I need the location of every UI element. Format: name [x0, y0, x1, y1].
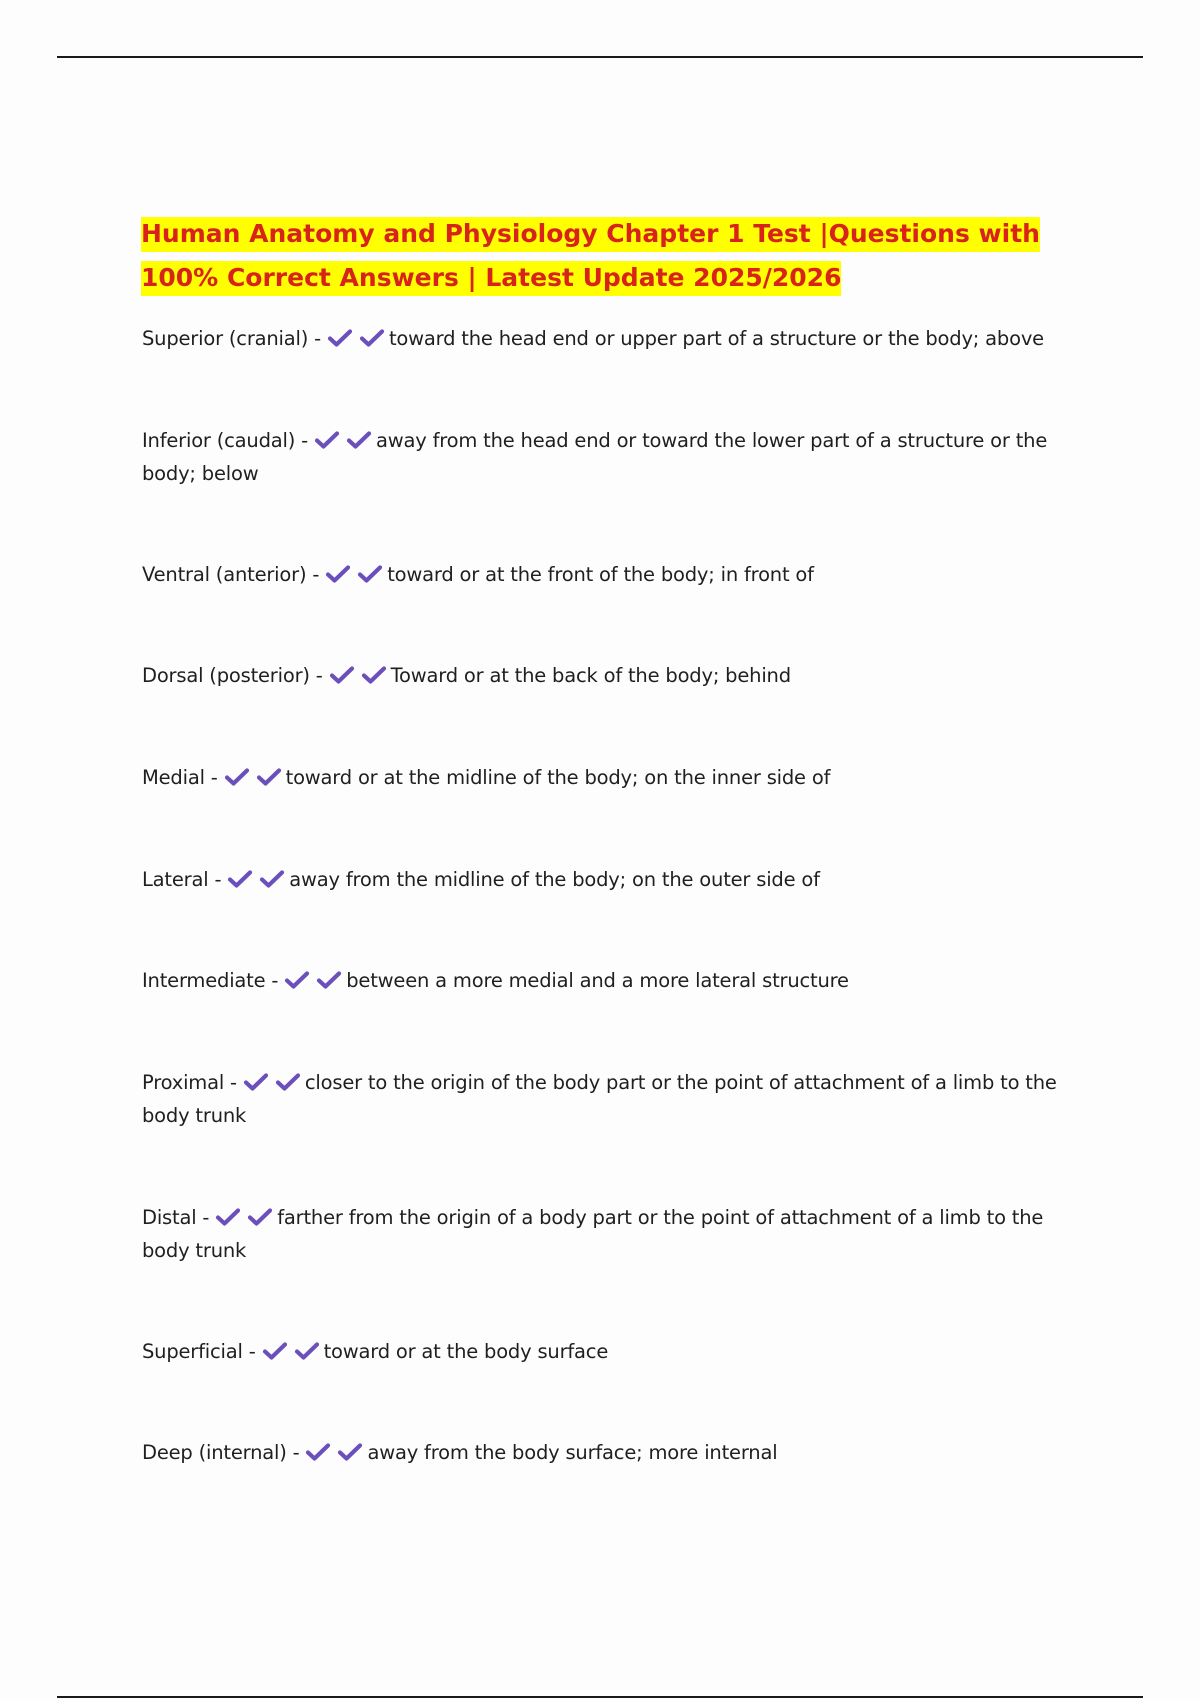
checkmark-icon	[243, 1072, 269, 1092]
term-label: Deep (internal) -	[142, 1441, 306, 1464]
term-definition: toward or at the body surface	[323, 1340, 609, 1363]
term-entry	[142, 1066, 1072, 1132]
term-definition: closer to the origin of the body part or the point of attachment of a limb to the body trunk	[142, 1071, 1057, 1127]
checkmark-icon	[247, 1207, 273, 1227]
term-definition: away from the head end or toward the lower part of a structure or the body; below	[142, 429, 1048, 485]
footer-rule	[57, 1696, 1143, 1698]
checkmark-icon	[329, 665, 355, 685]
term-definition: away from the body surface; more internal	[367, 1441, 778, 1464]
term-definition: farther from the origin of a body part or the point of attachment of a limb to the body trunk	[142, 1206, 1044, 1262]
term-label: Dorsal (posterior) -	[142, 664, 329, 687]
term-label: Lateral -	[142, 868, 228, 891]
term-label: Distal -	[142, 1206, 216, 1229]
term-entry	[142, 863, 1072, 896]
term-entry	[142, 659, 1072, 692]
document-title	[141, 212, 1101, 300]
checkmark-icon	[316, 970, 342, 990]
checkmark-icon	[357, 564, 383, 584]
term-label: Intermediate -	[142, 969, 285, 992]
checkmark-icon	[294, 1341, 320, 1361]
checkmark-icon	[227, 869, 253, 889]
term-definition: toward or at the front of the body; in front of	[387, 563, 814, 586]
checkmark-icon	[325, 564, 351, 584]
term-entry	[142, 1436, 1072, 1469]
term-entry	[142, 1201, 1072, 1267]
term-entry	[142, 424, 1072, 490]
term-entry	[142, 761, 1072, 794]
checkmark-icon	[275, 1072, 301, 1092]
term-label: Ventral (anterior) -	[142, 563, 326, 586]
checkmark-icon	[215, 1207, 241, 1227]
checkmark-icon	[262, 1341, 288, 1361]
checkmark-icon	[259, 869, 285, 889]
term-definition: between a more medial and a more lateral structure	[346, 969, 849, 992]
term-definition: toward the head end or upper part of a structure or the body; above	[388, 327, 1044, 350]
checkmark-icon	[337, 1442, 363, 1462]
term-label: Proximal -	[142, 1071, 243, 1094]
term-label: Superficial -	[142, 1340, 262, 1363]
checkmark-icon	[305, 1442, 331, 1462]
term-entry	[142, 558, 1072, 591]
checkmark-icon	[327, 328, 353, 348]
checkmark-icon	[224, 767, 250, 787]
document-title-text: Human Anatomy and Physiology Chapter 1 Test |Questions with 100% Correct Answers | Latest Update 2025/2026	[141, 217, 1040, 296]
checkmark-icon	[361, 665, 387, 685]
header-rule	[57, 56, 1143, 58]
term-entry	[142, 322, 1072, 355]
checkmark-icon	[346, 430, 372, 450]
checkmark-icon	[256, 767, 282, 787]
term-label: Superior (cranial) -	[142, 327, 327, 350]
term-label: Inferior (caudal) -	[142, 429, 314, 452]
term-definition: away from the midline of the body; on the outer side of	[289, 868, 820, 891]
checkmark-icon	[284, 970, 310, 990]
term-label: Medial -	[142, 766, 224, 789]
checkmark-icon	[314, 430, 340, 450]
term-entry	[142, 1335, 1072, 1368]
term-definition: Toward or at the back of the body; behind	[390, 664, 791, 687]
term-entry	[142, 964, 1072, 997]
term-definition: toward or at the midline of the body; on the inner side of	[285, 766, 831, 789]
checkmark-icon	[359, 328, 385, 348]
